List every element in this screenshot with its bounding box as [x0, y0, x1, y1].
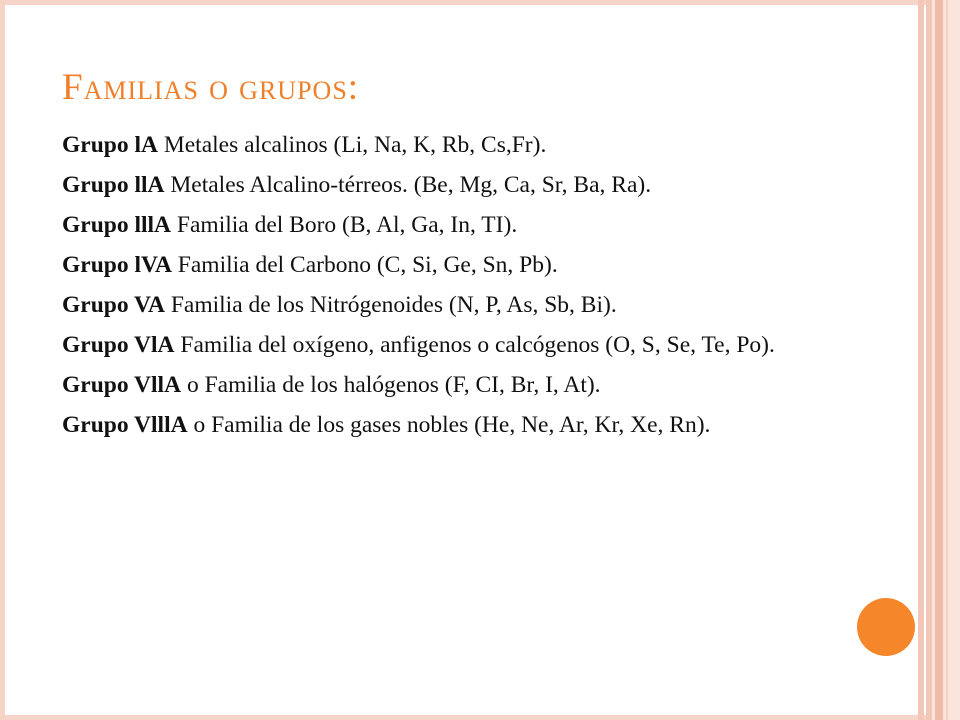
stripe: [918, 0, 924, 720]
group-5: [62, 290, 810, 321]
group-label: Grupo lllA: [62, 212, 172, 238]
slide-content: [62, 130, 810, 450]
group-8: [62, 410, 810, 441]
group-label: Grupo VlllA: [62, 412, 188, 438]
group-text: o Familia de los gases nobles (He, Ne, Ar, Kr, Xe, Rn).: [187, 412, 711, 438]
group-label: Grupo VlA: [62, 332, 175, 358]
group-text: Familia del Carbono (C, Si, Ge, Sn, Pb).: [171, 252, 558, 278]
stripe: [946, 0, 948, 720]
group-2: [62, 170, 810, 201]
group-1: [62, 130, 810, 161]
decorative-circle: [857, 598, 915, 656]
group-label: Grupo VllA: [62, 372, 182, 398]
group-6: [62, 330, 810, 361]
group-text: Familia del Boro (B, Al, Ga, In, TI).: [171, 212, 518, 238]
group-text: Familia de los Nitrógenoides (N, P, As, Sb, Bi).: [164, 292, 617, 318]
group-7: [62, 370, 810, 401]
decorative-stripes: [918, 0, 960, 720]
group-text: o Familia de los halógenos (F, CI, Br, I, At).: [181, 372, 601, 398]
group-4: [62, 250, 810, 281]
group-label: Grupo llA: [62, 172, 165, 198]
group-label: Grupo lA: [62, 132, 158, 158]
slide-title: Familias o grupos:: [62, 67, 360, 108]
group-label: Grupo VA: [62, 292, 165, 318]
group-3: [62, 210, 810, 241]
group-text: Familia del oxígeno, anfigenos o calcógenos (O, S, Se, Te, Po).: [174, 332, 775, 358]
group-label: Grupo lVA: [62, 252, 172, 278]
group-text: Metales alcalinos (Li, Na, K, Rb, Cs,Fr).: [157, 132, 547, 158]
stripe: [935, 0, 943, 720]
group-text: Metales Alcalino-térreos. (Be, Mg, Ca, Sr, Ba, Ra).: [164, 172, 652, 198]
